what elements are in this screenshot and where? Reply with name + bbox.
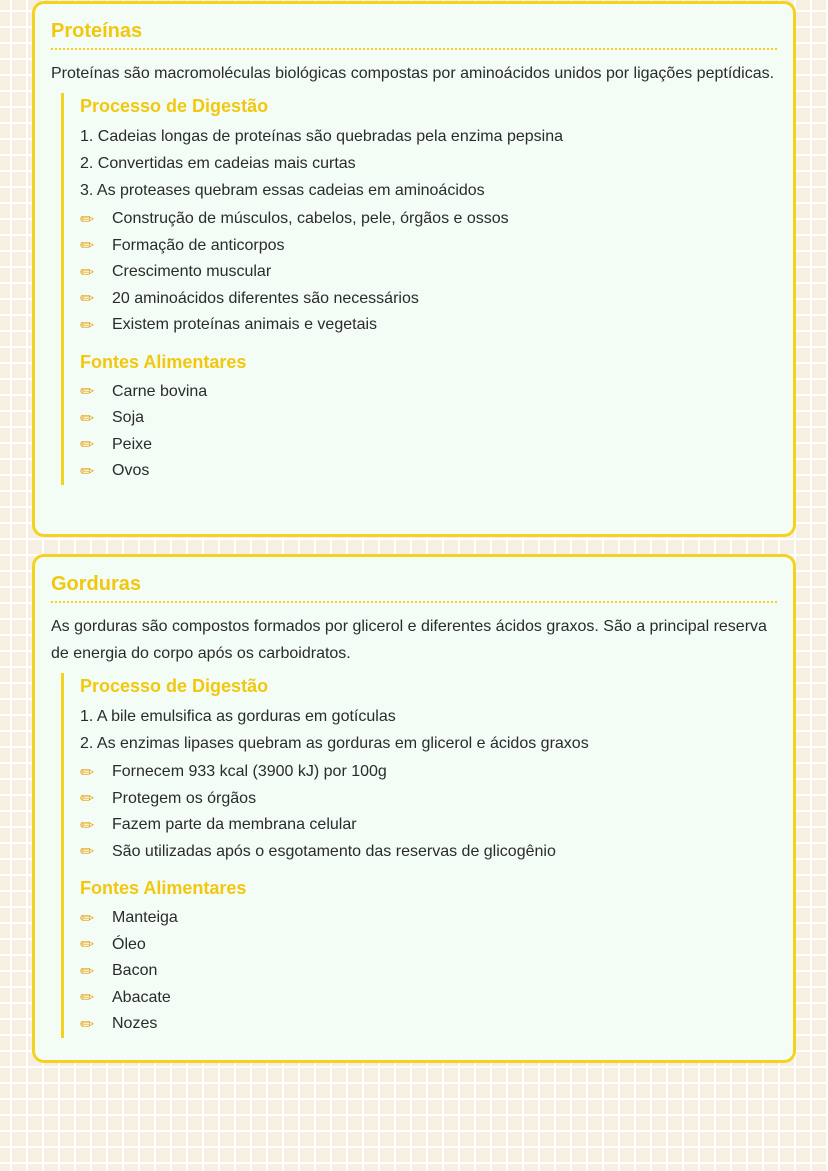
list-item bbox=[80, 259, 777, 286]
list-item-label: Nozes bbox=[112, 1015, 158, 1032]
list-item-label: Ovos bbox=[112, 462, 150, 479]
list-item-label: Fazem parte da membrana celular bbox=[112, 816, 357, 833]
list-item-label: Existem proteínas animais e vegetais bbox=[112, 316, 378, 333]
list-item bbox=[80, 233, 777, 260]
pencil-icon: ✏ bbox=[80, 262, 95, 282]
list-item-label: Bacon bbox=[112, 962, 158, 979]
step-item: 1. A bile emulsifica as gorduras em gotículas bbox=[80, 708, 396, 725]
list-item bbox=[80, 812, 777, 839]
pencil-icon: ✏ bbox=[80, 209, 95, 229]
card-intro: Proteínas são macromoléculas biológicas compostas por aminoácidos unidos por ligações peptídicas. bbox=[51, 65, 775, 82]
pencil-icon: ✏ bbox=[80, 815, 95, 835]
pencil-icon: ✏ bbox=[80, 961, 95, 981]
list-item bbox=[80, 985, 777, 1012]
list-item bbox=[80, 932, 777, 959]
list-item bbox=[80, 759, 777, 786]
pencil-icon: ✏ bbox=[80, 842, 95, 862]
list-item-label: Fornecem 933 kcal (3900 kJ) por 100g bbox=[112, 763, 387, 780]
list-item-label: Soja bbox=[112, 409, 145, 426]
card-section bbox=[61, 93, 777, 485]
list-item-label: Óleo bbox=[112, 935, 146, 953]
list-item bbox=[80, 905, 777, 932]
pencil-icon: ✏ bbox=[80, 382, 95, 402]
card-gorduras bbox=[32, 554, 796, 1063]
pencil-icon: ✏ bbox=[80, 461, 95, 481]
step-item: 1. Cadeias longas de proteínas são quebradas pela enzima pepsina bbox=[80, 128, 563, 145]
card-section bbox=[61, 673, 777, 1038]
card-title: Gorduras bbox=[51, 571, 777, 603]
digestion-steps bbox=[80, 703, 777, 757]
sources-title: Fontes Alimentares bbox=[80, 878, 247, 898]
digestion-steps bbox=[80, 123, 777, 204]
list-item bbox=[80, 1011, 777, 1038]
pencil-icon: ✏ bbox=[80, 408, 95, 428]
facts-list bbox=[80, 206, 777, 339]
list-item bbox=[80, 458, 777, 485]
sources-title: Fontes Alimentares bbox=[80, 351, 247, 372]
list-item bbox=[80, 405, 777, 432]
list-item bbox=[80, 786, 777, 813]
pencil-icon: ✏ bbox=[80, 315, 95, 335]
digestion-title: Processo de Digestão bbox=[80, 96, 269, 116]
list-item-label: Abacate bbox=[112, 988, 171, 1006]
list-item-label: Construção de músculos, cabelos, pele, órgãos e ossos bbox=[112, 210, 509, 227]
list-item-label: Crescimento muscular bbox=[112, 263, 272, 280]
list-item-label: São utilizadas após o esgotamento das reservas de glicogênio bbox=[112, 842, 556, 860]
pencil-icon: ✏ bbox=[80, 908, 95, 928]
step-item: 3. As proteases quebram essas cadeias em aminoácidos bbox=[80, 182, 485, 199]
card-proteinas bbox=[32, 1, 796, 537]
list-item-label: Protegem os órgãos bbox=[112, 789, 257, 807]
list-item bbox=[80, 432, 777, 459]
list-item bbox=[80, 379, 777, 406]
list-item-label: Carne bovina bbox=[112, 382, 208, 400]
list-item bbox=[80, 206, 777, 233]
list-item bbox=[80, 839, 777, 866]
facts-list bbox=[80, 759, 777, 865]
sources-list bbox=[80, 379, 777, 485]
card-title: Proteínas bbox=[51, 18, 777, 50]
list-item bbox=[80, 286, 777, 313]
pencil-icon: ✏ bbox=[80, 789, 95, 809]
pencil-icon: ✏ bbox=[80, 762, 95, 782]
pencil-icon: ✏ bbox=[80, 1014, 95, 1034]
list-item-label: 20 aminoácidos diferentes são necessários bbox=[112, 289, 419, 307]
list-item bbox=[80, 958, 777, 985]
digestion-title: Processo de Digestão bbox=[80, 676, 269, 696]
pencil-icon: ✏ bbox=[80, 988, 95, 1008]
pencil-icon: ✏ bbox=[80, 935, 95, 955]
list-item-label: Manteiga bbox=[112, 909, 178, 926]
pencil-icon: ✏ bbox=[80, 435, 95, 455]
list-item bbox=[80, 312, 777, 339]
pencil-icon: ✏ bbox=[80, 289, 95, 309]
list-item-label: Peixe bbox=[112, 435, 153, 453]
step-item: 2. Convertidas em cadeias mais curtas bbox=[80, 155, 356, 172]
list-item-label: Formação de anticorpos bbox=[112, 236, 285, 254]
card-intro: As gorduras são compostos formados por glicerol e diferentes ácidos graxos. São a principal reserva de energia do corpo após os carboidratos. bbox=[51, 618, 767, 662]
pencil-icon: ✏ bbox=[80, 236, 95, 256]
step-item: 2. As enzimas lipases quebram as gorduras em glicerol e ácidos graxos bbox=[80, 735, 589, 752]
sources-list bbox=[80, 905, 777, 1038]
